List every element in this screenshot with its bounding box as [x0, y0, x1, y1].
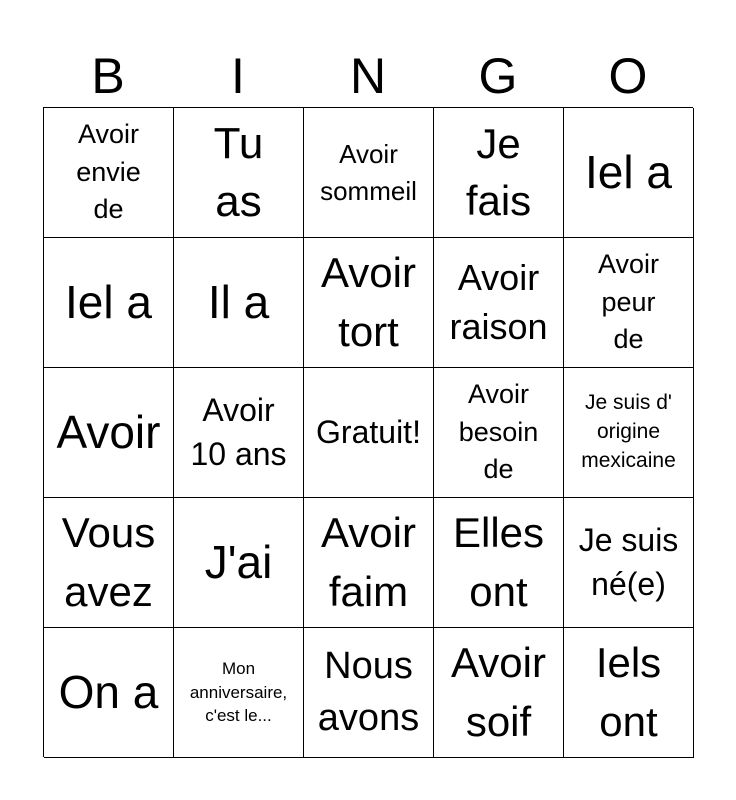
- bingo-cell[interactable]: [44, 368, 174, 498]
- cell-text: Nous avons: [317, 645, 420, 739]
- cell-text: Je suis né(e): [578, 522, 679, 602]
- bingo-cell[interactable]: [434, 498, 564, 628]
- bingo-cell[interactable]: [174, 628, 304, 758]
- bingo-cell[interactable]: [564, 238, 694, 368]
- cell-text: Avoir envie de: [76, 118, 141, 225]
- bingo-cell[interactable]: [434, 368, 564, 498]
- cell-text: Avoir sommeil: [320, 139, 417, 206]
- bingo-cell-free[interactable]: [304, 368, 434, 498]
- cell-text: Il a: [207, 275, 270, 328]
- bingo-board: [43, 107, 693, 757]
- cell-text: Iels ont: [595, 638, 662, 745]
- cell-text: Avoir peur de: [597, 248, 660, 355]
- cell-text: J'ai: [204, 535, 273, 588]
- bingo-cell[interactable]: [564, 368, 694, 498]
- cell-text: Gratuit!: [316, 414, 421, 451]
- bingo-cell[interactable]: [304, 108, 434, 238]
- cell-text: Tu as: [213, 119, 264, 226]
- cell-text: Avoir faim: [321, 508, 416, 615]
- bingo-cell[interactable]: [44, 108, 174, 238]
- cell-text: Avoir soif: [451, 638, 546, 745]
- bingo-cell[interactable]: [174, 368, 304, 498]
- bingo-cell[interactable]: [304, 238, 434, 368]
- cell-text: Avoir raison: [449, 256, 548, 347]
- cell-text: Iel a: [585, 145, 672, 198]
- header-letter-g: G: [478, 48, 518, 104]
- header-letter-n: N: [349, 48, 387, 104]
- bingo-cell[interactable]: [174, 238, 304, 368]
- bingo-cell[interactable]: [174, 498, 304, 628]
- cell-text: On a: [58, 665, 159, 718]
- cell-text: Avoir besoin de: [458, 378, 539, 485]
- bingo-header: [43, 46, 693, 106]
- header-letter-i: I: [231, 48, 245, 104]
- cell-text: Elles ont: [452, 508, 545, 615]
- bingo-cell[interactable]: [434, 108, 564, 238]
- bingo-cell[interactable]: [44, 628, 174, 758]
- bingo-cell[interactable]: [44, 498, 174, 628]
- header-letter-b: B: [91, 48, 125, 104]
- cell-text: Je fais: [465, 119, 532, 224]
- bingo-cell[interactable]: [434, 238, 564, 368]
- cell-text: Avoir tort: [321, 248, 416, 355]
- header-letter-o: O: [608, 48, 648, 104]
- cell-text: Je suis d' origine mexicaine: [581, 391, 676, 472]
- cell-text: Avoir 10 ans: [190, 392, 287, 472]
- bingo-cell[interactable]: [434, 628, 564, 758]
- bingo-cell[interactable]: [304, 628, 434, 758]
- bingo-cell[interactable]: [564, 108, 694, 238]
- bingo-cell[interactable]: [304, 498, 434, 628]
- bingo-cell[interactable]: [44, 238, 174, 368]
- cell-text: Mon anniversaire, c'est le...: [189, 659, 288, 726]
- bingo-cell[interactable]: [564, 628, 694, 758]
- bingo-cell[interactable]: [564, 498, 694, 628]
- bingo-cell[interactable]: [174, 108, 304, 238]
- cell-text: Iel a: [65, 275, 152, 328]
- cell-text: Vous avez: [61, 508, 156, 615]
- cell-text: Avoir: [56, 405, 161, 458]
